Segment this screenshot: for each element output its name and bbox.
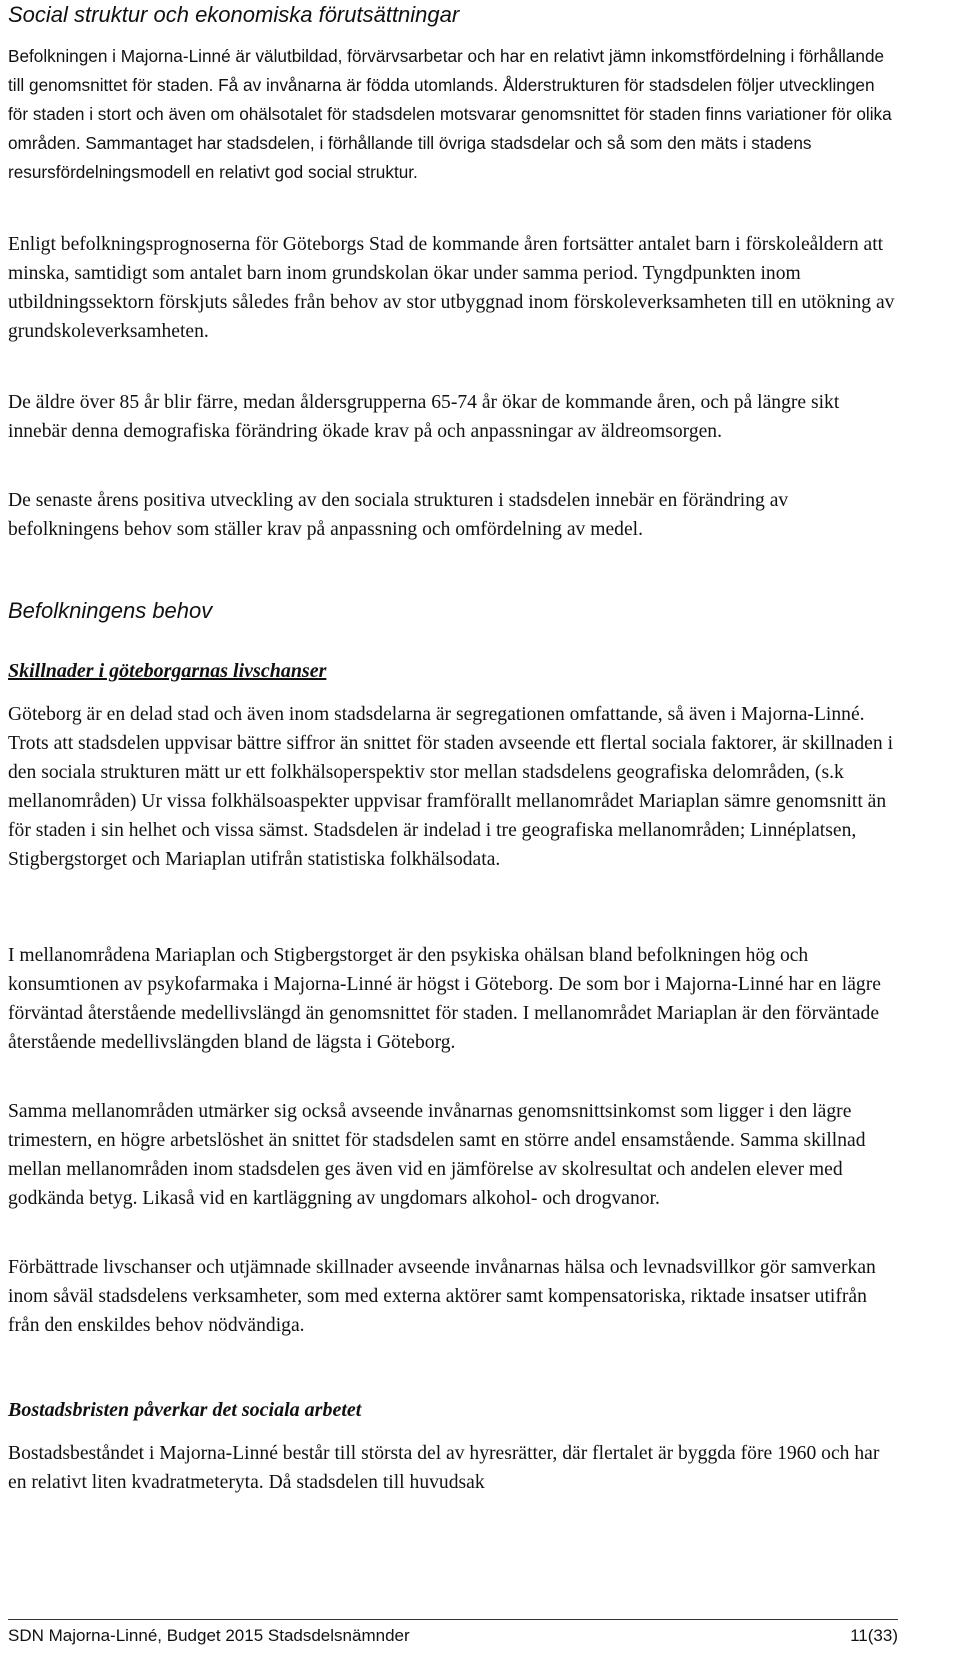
subheading-bostadsbristen: Bostadsbristen påverkar det sociala arbetet — [8, 1399, 362, 1421]
section-heading-befolkningens-behov: Befolkningens behov — [8, 598, 213, 623]
paragraph-livschanser-1: Göteborg är en delad stad och även inom stadsdelarna är segregationen omfattande, så även i Majorna-Linné. Trots att stadsdelen uppvisar bättre siffror än snittet för staden avseende ett flertal sociala faktorer, är skillnaden i den sociala strukturen mätt ur ett folkhälsoperspektiv stor mellan stadsdelens geografiska delområden, (s.k mellanområden) Ur vissa folkhälsoaspekter uppvisar framförallt mellanområdet Mariaplan sämre genomsnitt än för staden i sin helhet och vissa sämst. Stadsdelen är indelad i tre geografiska mellanområden; Linnéplatsen, Stigbergstorget och Mariaplan utifrån statistiska folkhälsodata. — [8, 704, 894, 870]
paragraph-social-2: Enligt befolkningsprognoserna för Göteborgs Stad de kommande åren fortsätter antalet barn i förskoleåldern att minska, samtidigt som antalet barn inom grundskolan ökar under samma period. Tyngdpunkten inom utbildningssektorn förskjuts således från behov av stor utbyggnad inom förskoleverksamheten till en utökning av grundskoleverksamheten. — [8, 234, 895, 342]
paragraph-social-1: Befolkningen i Majorna-Linné är välutbildad, förvärvsarbetar och har en relativt jämn inkomstfördelning i förhållande till genomsnittet för staden. Få av invånarna är födda utomlands. Ålderstrukturen för stadsdelen följer utvecklingen för staden i stort och även om ohälsotalet för stadsdelen motsvarar genomsnittet för staden finns variationer för olika områden. Sammantaget har stadsdelen, i förhållande till övriga stadsdelar och så som den mäts i stadens resursfördelningsmodell en relativt god social struktur. — [8, 46, 892, 182]
paragraph-livschanser-4: Förbättrade livschanser och utjämnade skillnader avseende invånarnas hälsa och levnadsvillkor gör samverkan inom såväl stadsdelens verksamheter, som med externa aktörer samt kompensatoriska, riktade insatser utifrån från den enskildes behov nödvändiga. — [8, 1257, 876, 1336]
subheading-livschanser: Skillnader i göteborgarnas livschanser — [8, 660, 327, 682]
paragraph-social-3: De äldre över 85 år blir färre, medan åldersgrupperna 65-74 år ökar de kommande åren, och på längre sikt innebär denna demografiska förändring ökade krav på och anpassningar av äldreomsorgen. — [8, 392, 840, 442]
paragraph-livschanser-2: I mellanområdena Mariaplan och Stigbergstorget är den psykiska ohälsan bland befolkningen hög och konsumtionen av psykofarmaka i Majorna-Linné är högst i Göteborg. De som bor i Majorna-Linné har en lägre förväntad återstående medellivslängd än genomsnittet för staden. I mellanområdet Mariaplan är den förväntade återstående medellivslängden bland de lägsta i Göteborg. — [8, 945, 881, 1053]
paragraph-livschanser-3: Samma mellanområden utmärker sig också avseende invånarnas genomsnittsinkomst som ligger i den lägre trimestern, en högre arbetslöshet än snittet för stadsdelen samt en större andel ensamstående. Samma skillnad mellan mellanområden inom stadsdelen ges även vid en jämförelse av skolresultat och andelen elever med godkända betyg. Likaså vid en kartläggning av ungdomars alkohol- och drogvanor. — [8, 1101, 866, 1209]
section-heading-social-struktur: Social struktur och ekonomiska förutsättningar — [8, 2, 460, 27]
paragraph-social-4: De senaste årens positiva utveckling av den sociala strukturen i stadsdelen innebär en förändring av befolkningens behov som ställer krav på anpassning och omfördelning av medel. — [8, 490, 789, 540]
footer-document-title: SDN Majorna-Linné, Budget 2015 Stadsdelsnämnder — [8, 1626, 410, 1645]
footer-page-number: 11(33) — [850, 1626, 898, 1645]
paragraph-bostad-1: Bostadsbeståndet i Majorna-Linné består till största del av hyresrätter, där flertalet är byggda före 1960 och har en relativt liten kvadratmeteryta. Då stadsdelen till huvudsak — [8, 1443, 880, 1493]
footer-divider — [8, 1619, 898, 1620]
